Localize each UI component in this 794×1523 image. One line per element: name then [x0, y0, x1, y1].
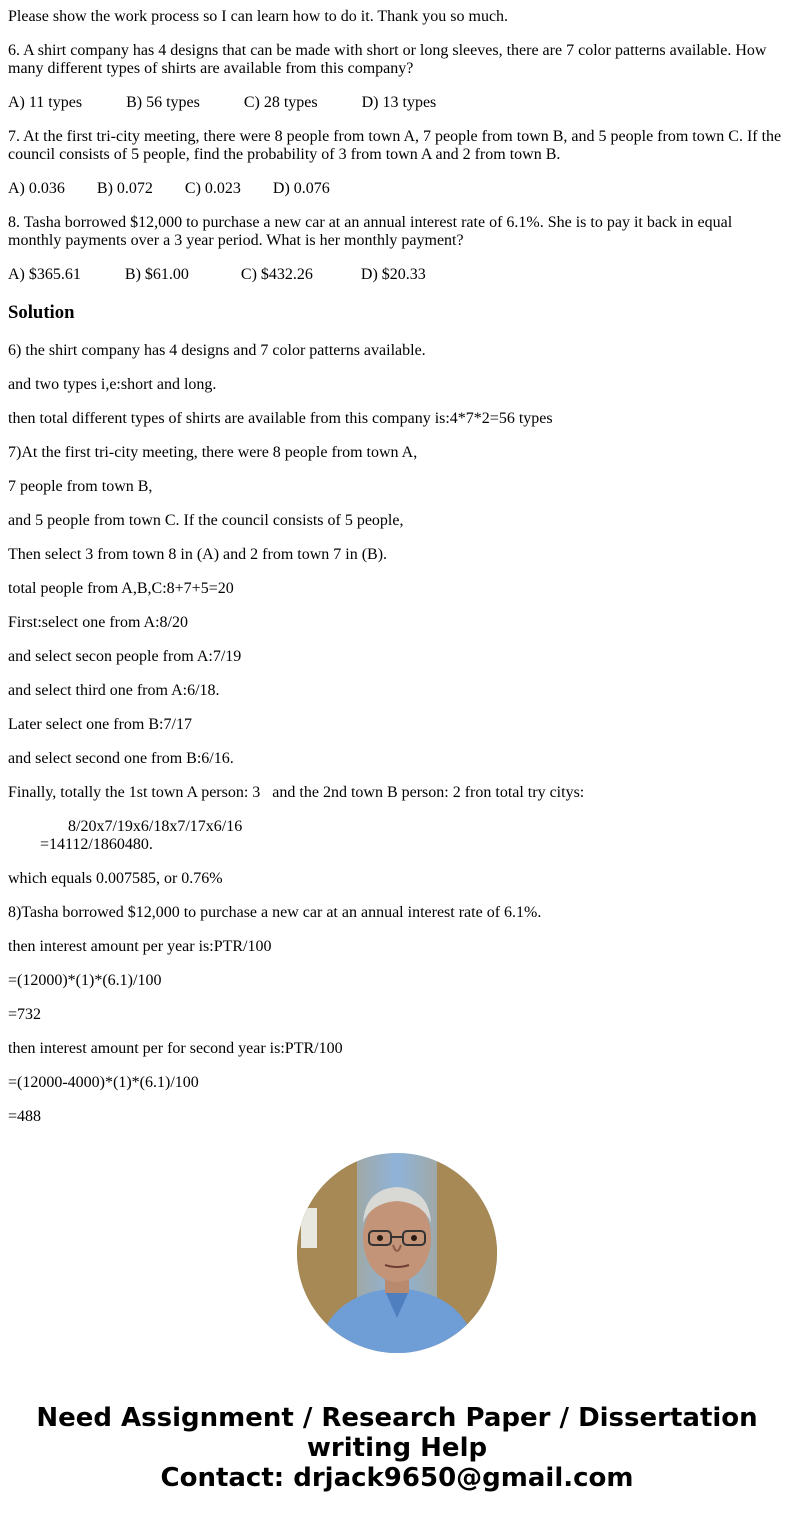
question-6-options — [8, 94, 786, 112]
option: D) 0.076 — [272, 180, 330, 197]
solution-line: and select third one from A:6/18. — [8, 682, 220, 699]
solution-line: which equals 0.007585, or 0.76% — [8, 870, 223, 887]
option: A) 11 types — [8, 94, 83, 111]
footer-contact: Contact: drjack9650@gmail.com — [160, 1463, 634, 1493]
intro-text: Please show the work process so I can learn how to do it. Thank you so much. — [8, 8, 509, 25]
option: D) $20.33 — [360, 266, 426, 283]
option: B) 56 types — [126, 94, 200, 111]
solution-line: =488 — [8, 1108, 42, 1122]
solution-line: 8)Tasha borrowed $12,000 to purchase a new car at an annual interest rate of 6.1%. — [8, 904, 542, 921]
question-7: 7. At the first tri-city meeting, there were 8 people from town A, 7 people from town B, and 5 people from town C. If the council consists of 5 people, find the probability of 3 from town A and 2 from town B. — [8, 128, 786, 163]
option: B) $61.00 — [124, 266, 189, 283]
solution-line: and two types i,e:short and long. — [8, 376, 217, 393]
option: C) $432.26 — [240, 266, 313, 283]
solution-line: and select second one from B:6/16. — [8, 750, 234, 767]
option: C) 0.023 — [184, 180, 241, 197]
promo-footer — [0, 1403, 794, 1493]
option: B) 0.072 — [96, 180, 153, 197]
option: D) 13 types — [361, 94, 437, 111]
solution-line: 6) the shirt company has 4 designs and 7 color patterns available. — [8, 342, 426, 359]
solution-heading: Solution — [8, 302, 75, 323]
option: A) $365.61 — [8, 266, 81, 283]
solution-line: total people from A,B,C:8+7+5=20 — [8, 580, 234, 597]
option: C) 28 types — [243, 94, 318, 111]
solution-line: then interest amount per for second year is:PTR/100 — [8, 1040, 343, 1057]
option: A) 0.036 — [8, 180, 65, 197]
question-6: 6. A shirt company has 4 designs that can be made with short or long sleeves, there are 7 color patterns available. How many different types of shirts are available from this company? — [8, 42, 771, 77]
solution-line: then interest amount per year is:PTR/100 — [8, 938, 272, 955]
formula-line: 8/20x7/19x6/18x7/17x6/16 — [68, 818, 243, 835]
solution-line: and select secon people from A:7/19 — [8, 648, 242, 665]
formula-result: =14112/1860480. — [40, 836, 153, 853]
solution-line: and 5 people from town C. If the council consists of 5 people, — [8, 512, 404, 529]
solution-line: 7)At the first tri-city meeting, there were 8 people from town A, — [8, 444, 418, 461]
solution-formula — [8, 818, 786, 854]
question-8: 8. Tasha borrowed $12,000 to purchase a new car at an annual interest rate of 6.1%. She is to pay it back in equal monthly payments over a 3 year period. What is her monthly payment? — [8, 214, 737, 249]
solution-line: Then select 3 from town 8 in (A) and 2 from town 7 in (B). — [8, 546, 388, 563]
solution-line: =(12000)*(1)*(6.1)/100 — [8, 972, 162, 989]
question-7-options — [8, 180, 786, 198]
footer-line: Need Assignment / Research Paper / Dissertation — [36, 1403, 758, 1433]
author-photo — [297, 1153, 497, 1353]
document-content — [8, 0, 786, 1122]
solution-line: Later select one from B:7/17 — [8, 716, 192, 733]
solution-line: =(12000-4000)*(1)*(6.1)/100 — [8, 1074, 199, 1091]
question-8-options — [8, 266, 786, 284]
solution-line: then total different types of shirts are available from this company is:4*7*2=56 types — [8, 410, 553, 427]
solution-line: First:select one from A:8/20 — [8, 614, 188, 631]
solution-line: 7 people from town B, — [8, 478, 153, 495]
footer-line: writing Help — [306, 1433, 488, 1463]
person-avatar-icon — [297, 1153, 497, 1353]
solution-line: =732 — [8, 1006, 42, 1023]
solution-line: Finally, totally the 1st town A person: 3 and the 2nd town B person: 2 fron total try citys: — [8, 784, 585, 801]
